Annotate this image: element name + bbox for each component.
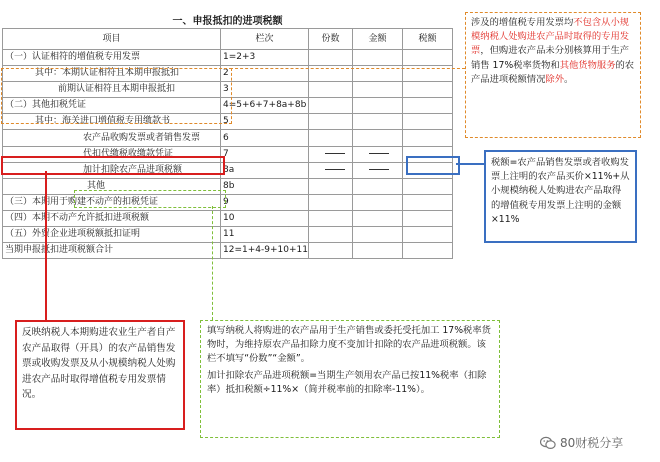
row-item-label: （五）外贸企业进项税额抵扣证明 — [3, 227, 221, 243]
row-copies-cell — [309, 162, 353, 178]
row-tax-cell — [403, 98, 453, 114]
table-header-row — [3, 29, 453, 50]
row-item-label: 前期认证相符且本期申报抵扣 — [3, 82, 221, 98]
table-row — [3, 130, 453, 146]
highlight-additional-deduction-row — [74, 190, 226, 208]
row-item-label: （四）本期不动产允许抵扣进项税额 — [3, 210, 221, 226]
row-copies-cell — [309, 243, 353, 259]
table-row — [3, 243, 453, 259]
note-text-red: 不包含从小规模纳税人处购进农产品时取得的专用发票 — [471, 17, 630, 57]
row-item-label: 其中：本期认证相符且本期申报抵扣 — [3, 66, 221, 82]
row-amount-cell — [353, 162, 403, 178]
row-copies-cell — [309, 194, 353, 210]
row-item-label: （三）本期用于购建不动产的扣税凭证 — [3, 194, 221, 210]
header-copies: 份数 — [309, 29, 353, 50]
row-item-label: 当期申报抵扣进项税额合计 — [3, 243, 221, 259]
connector-blue — [456, 163, 484, 165]
row-line-number: 8a — [221, 162, 309, 178]
row-copies-cell — [309, 210, 353, 226]
table-row — [3, 194, 453, 210]
connector-red — [45, 171, 47, 321]
note-text-red: 除外 — [545, 73, 564, 85]
row-item-label: 代扣代缴税收缴款凭证 — [3, 146, 221, 162]
note-bottom-center — [200, 320, 500, 438]
row-amount-cell — [353, 146, 403, 162]
table-row — [3, 227, 453, 243]
row-amount-cell — [353, 210, 403, 226]
row-tax-cell — [403, 130, 453, 146]
row-line-number: 5 — [221, 114, 309, 130]
row-line-number: 6 — [221, 130, 309, 146]
note-paragraph-1: 填写纳税人将购进的农产品用于生产销售或委托受托加工 17%税率货物时，为维持原农产品扣除力度不变加计扣除的农产品进项税额。该栏不填写“份数”“金额”。 — [207, 325, 491, 365]
dash-mark — [325, 169, 345, 170]
row-line-number: 11 — [221, 227, 309, 243]
dash-mark — [369, 153, 389, 154]
row-tax-cell — [403, 194, 453, 210]
dash-mark — [369, 169, 389, 170]
note-bottom-left: 反映纳税人本期购进农业生产者自产农产品取得（开具）的农产品销售发票或收购发票及从小规模纳税人处购进农产品时取得增值税专用发票情况。 — [15, 320, 185, 430]
row-line-number: 7 — [221, 146, 309, 162]
row-copies-cell — [309, 98, 353, 114]
connector-orange — [230, 68, 465, 69]
row-tax-cell — [403, 243, 453, 259]
row-amount-cell — [353, 227, 403, 243]
header-tax: 税额 — [403, 29, 453, 50]
note-top-right — [465, 12, 641, 138]
row-item-label: 其中：海关进口增值税专用缴款书 — [3, 114, 221, 130]
connector-green — [212, 206, 213, 320]
row-item-label: 加计扣除农产品进项税额 — [3, 162, 221, 178]
highlight-agri-tax-cell — [406, 156, 460, 175]
row-line-number: 9 — [221, 194, 309, 210]
row-tax-cell — [403, 227, 453, 243]
row-amount-cell — [353, 82, 403, 98]
row-copies-cell — [309, 227, 353, 243]
row-amount-cell — [353, 178, 403, 194]
row-copies-cell — [309, 130, 353, 146]
row-tax-cell — [403, 178, 453, 194]
row-amount-cell — [353, 194, 403, 210]
note-text: 的农产品进项税额情况 — [471, 59, 635, 85]
highlight-agri-invoice-row — [1, 156, 225, 175]
note-text: 涉及的增值税专用发票均 — [471, 17, 574, 28]
header-amount: 金额 — [353, 29, 403, 50]
row-item-label: 其他 — [3, 178, 221, 194]
row-item-label: （二）其他扣税凭证 — [3, 98, 221, 114]
table-row — [3, 210, 453, 226]
row-tax-cell — [403, 114, 453, 130]
row-line-number: 2 — [221, 66, 309, 82]
row-copies-cell — [309, 146, 353, 162]
row-tax-cell — [403, 82, 453, 98]
note-paragraph-2: 加计扣除农产品进项税额=当期生产领用农产品已按11%税率（扣除率）抵扣税额÷11%×（简并税率前的扣除率-11%）。 — [207, 369, 487, 395]
row-amount-cell — [353, 98, 403, 114]
table-row — [3, 50, 453, 66]
declaration-table — [2, 14, 453, 259]
row-line-number: 4=5+6+7+8a+8b — [221, 98, 309, 114]
row-copies-cell — [309, 50, 353, 66]
wechat-icon — [540, 436, 556, 450]
row-amount-cell — [353, 243, 403, 259]
note-text: 。 — [564, 73, 574, 85]
row-item-label: 农产品收购发票或者销售发票 — [3, 130, 221, 146]
table-row — [3, 178, 453, 194]
note-text: ，但购进农产品未分别核算用于生产销售 17%税率货物和 — [471, 45, 630, 71]
watermark — [540, 434, 623, 451]
row-item-label: （一）认证相符的增值税专用发票 — [3, 50, 221, 66]
note-text-red: 其他货物服务 — [559, 59, 616, 71]
row-copies-cell — [309, 82, 353, 98]
row-copies-cell — [309, 178, 353, 194]
row-copies-cell — [309, 114, 353, 130]
table-title: 一、申报抵扣的进项税额 — [3, 14, 453, 29]
row-line-number: 3 — [221, 82, 309, 98]
watermark-text: 80财税分享 — [560, 436, 624, 450]
row-tax-cell — [403, 50, 453, 66]
row-line-number: 1=2+3 — [221, 50, 309, 66]
row-line-number: 12=1+4-9+10+11 — [221, 243, 309, 259]
note-mid-right: 税额=农产品销售发票或者收购发票上注明的农产品买价×11%+从小规模纳税人处购进农产品取得的增值税专用发票上注明的金额×11% — [484, 150, 637, 243]
header-item: 项目 — [3, 29, 221, 50]
highlight-certified-invoices-box — [1, 68, 232, 124]
row-line-number: 8b — [221, 178, 309, 194]
row-tax-cell — [403, 210, 453, 226]
header-line: 栏次 — [221, 29, 309, 50]
dash-mark — [325, 153, 345, 154]
row-amount-cell — [353, 130, 403, 146]
row-line-number: 10 — [221, 210, 309, 226]
row-amount-cell — [353, 114, 403, 130]
row-amount-cell — [353, 50, 403, 66]
